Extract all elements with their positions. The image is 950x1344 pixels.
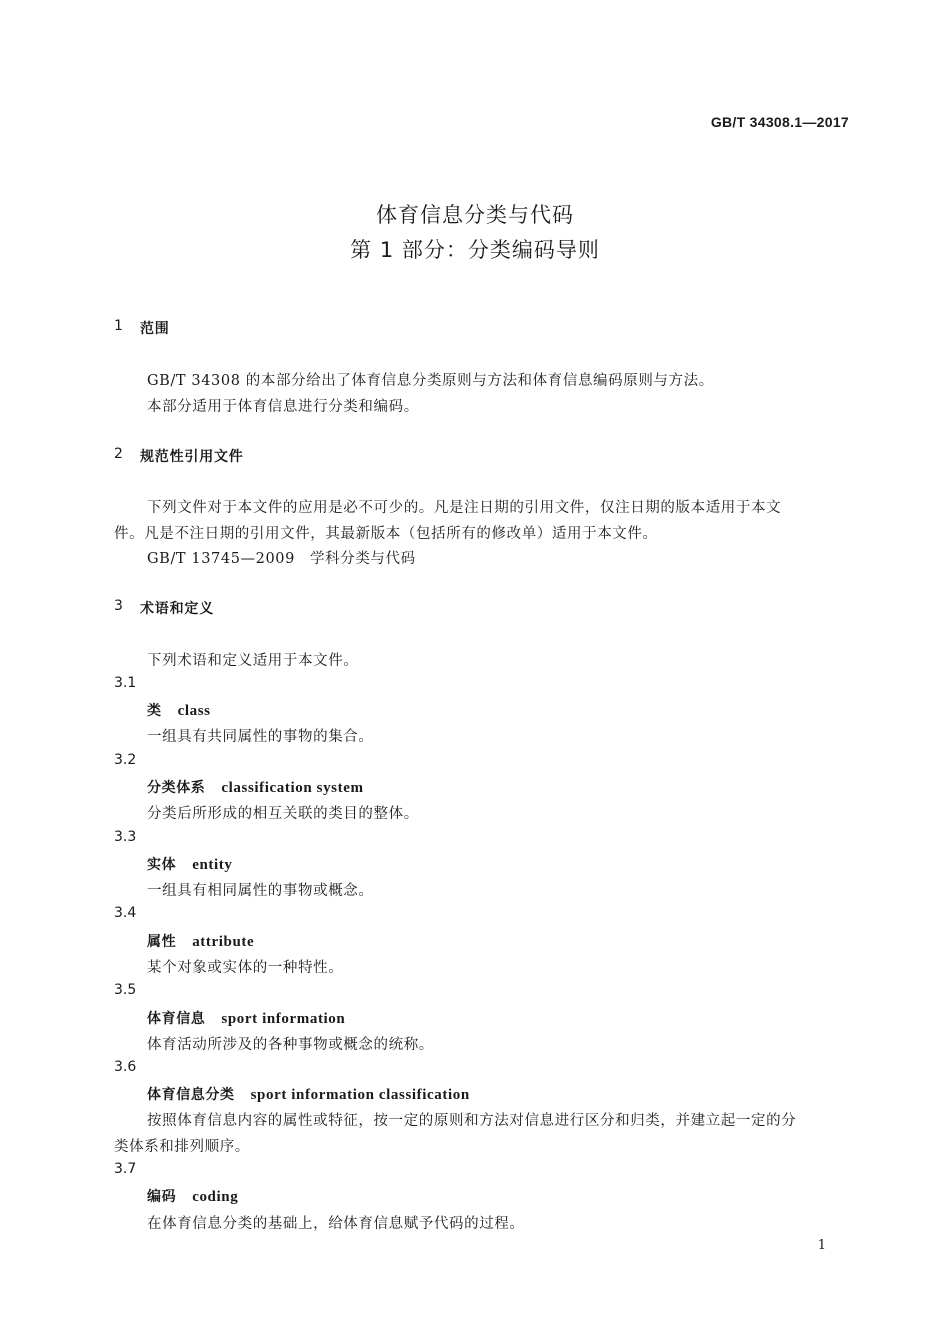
term-definition: 一组具有相同属性的事物或概念。 (147, 883, 374, 899)
term-number: 3.7 (114, 1161, 137, 1177)
term-heading (147, 1084, 470, 1104)
term-definition: 一组具有共同属性的事物的集合。 (147, 729, 374, 745)
term-zh: 编码 (147, 1189, 177, 1205)
paragraph: 下列术语和定义适用于本文件。 (147, 653, 359, 669)
section-title: 术语和定义 (140, 601, 214, 617)
term-zh: 体育信息分类 (147, 1087, 235, 1103)
paragraph: 本部分适用于体育信息进行分类和编码。 (147, 399, 419, 415)
term-number: 3.6 (114, 1059, 137, 1075)
term-en: entity (192, 857, 233, 873)
section-title: 范围 (140, 321, 170, 337)
term-en: sport information (221, 1011, 346, 1027)
paragraph: 下列文件对于本文件的应用是必不可少的。凡是注日期的引用文件，仅注日期的版本适用于本文 (147, 500, 782, 516)
section-title: 规范性引用文件 (140, 449, 244, 465)
paragraph: 件。凡是不注日期的引用文件，其最新版本（包括所有的修改单）适用于本文件。 (114, 526, 658, 542)
term-definition: 体育活动所涉及的各种事物或概念的统称。 (147, 1037, 434, 1053)
term-definition: 某个对象或实体的一种特性。 (147, 960, 344, 976)
normative-reference: GB/T 13745—2009 学科分类与代码 (147, 551, 416, 567)
term-number: 3.2 (114, 752, 137, 768)
term-definition: 按照体育信息内容的属性或特征，按一定的原则和方法对信息进行区分和归类，并建立起一定的分 (147, 1113, 797, 1129)
term-zh: 体育信息 (147, 1011, 206, 1027)
term-en: attribute (192, 934, 255, 950)
term-zh: 属性 (147, 934, 177, 950)
standard-code: GB/T 34308.1—2017 (710, 114, 849, 130)
term-definition: 分类后所形成的相互关联的类目的整体。 (147, 806, 419, 822)
term-heading (147, 854, 232, 874)
term-definition-continuation: 类体系和排列顺序。 (114, 1139, 250, 1155)
term-en: sport information classification (250, 1087, 470, 1103)
document-subtitle: 第 1 部分：分类编码导则 (350, 238, 600, 262)
section-number: 1 (114, 318, 123, 334)
term-heading (147, 1186, 238, 1206)
term-number: 3.1 (114, 675, 137, 691)
term-zh: 分类体系 (147, 780, 206, 796)
term-heading (147, 931, 254, 951)
page-number: 1 (817, 1238, 826, 1253)
term-en: coding (192, 1189, 239, 1205)
document-title: 体育信息分类与代码 (376, 203, 574, 227)
term-heading (147, 700, 211, 720)
section-number: 2 (114, 446, 123, 462)
term-number: 3.3 (114, 829, 137, 845)
term-en: class (177, 703, 211, 719)
term-heading (147, 777, 364, 797)
term-number: 3.4 (114, 905, 137, 921)
term-zh: 实体 (147, 857, 177, 873)
paragraph: GB/T 34308 的本部分给出了体育信息分类原则与方法和体育信息编码原则与方法。 (147, 373, 714, 389)
section-number: 3 (114, 598, 123, 614)
term-definition: 在体育信息分类的基础上，给体育信息赋予代码的过程。 (147, 1216, 525, 1232)
term-en: classification system (221, 780, 364, 796)
term-number: 3.5 (114, 982, 137, 998)
term-zh: 类 (147, 703, 162, 719)
term-heading (147, 1008, 345, 1028)
